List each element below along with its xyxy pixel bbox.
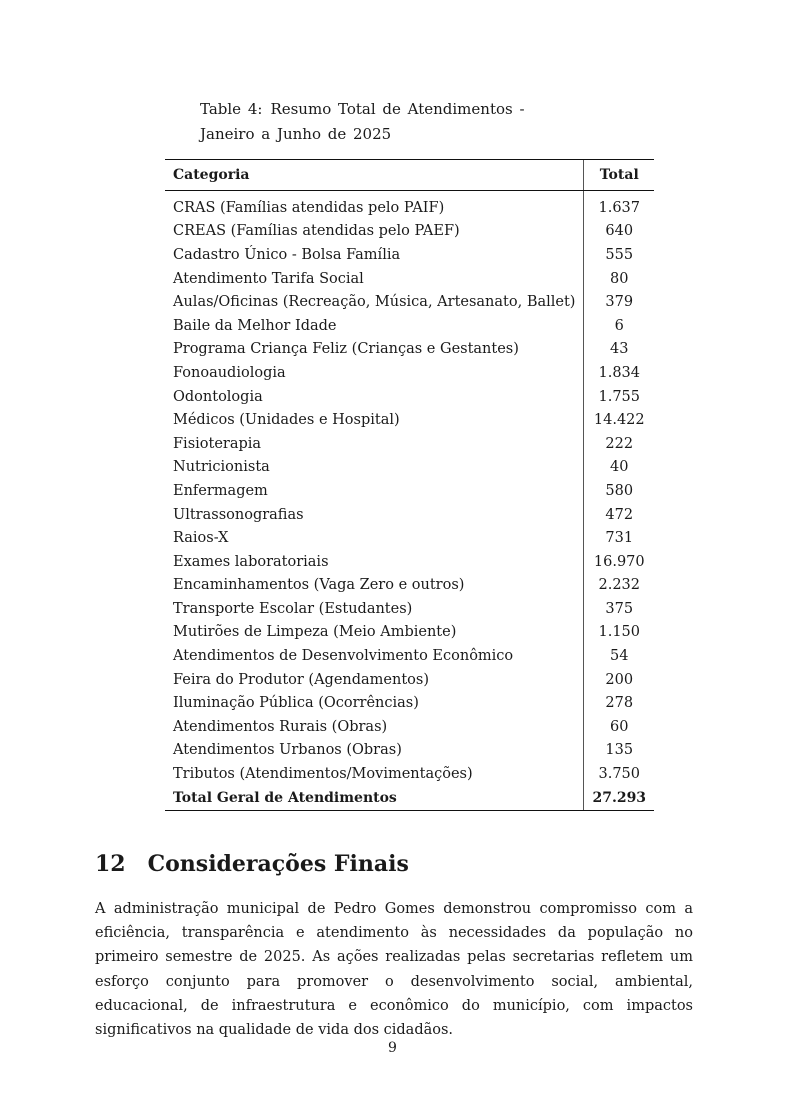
category-cell: Tributos (Atendimentos/Movimentações) xyxy=(173,766,473,783)
total-cell: 135 xyxy=(584,739,654,763)
category-cell: Odontologia xyxy=(173,388,263,405)
table-row xyxy=(165,361,654,385)
category-cell: Enfermagem xyxy=(173,482,268,499)
category-cell: Cadastro Único - Bolsa Família xyxy=(173,246,401,263)
category-cell: Programa Criança Feliz (Crianças e Gestantes) xyxy=(173,341,519,358)
category-cell: Exames laboratoriais xyxy=(173,553,329,570)
total-cell: 222 xyxy=(584,432,654,456)
table-row xyxy=(165,574,654,598)
total-cell: 54 xyxy=(584,644,654,668)
total-cell: 731 xyxy=(584,526,654,550)
total-cell: 14.422 xyxy=(584,408,654,432)
table-row xyxy=(165,691,654,715)
category-cell: Ultrassonografias xyxy=(173,506,304,523)
category-cell: Aulas/Oficinas (Recreação, Música, Artesanato, Ballet) xyxy=(173,294,576,311)
category-cell: CREAS (Famílias atendidas pelo PAEF) xyxy=(173,223,460,240)
table-row xyxy=(165,621,654,645)
category-cell: Mutirões de Limpeza (Meio Ambiente) xyxy=(173,624,457,641)
total-cell: 1.150 xyxy=(584,621,654,645)
table-row xyxy=(165,408,654,432)
total-cell: 2.232 xyxy=(584,574,654,598)
table-row xyxy=(165,644,654,668)
total-cell: 43 xyxy=(584,338,654,362)
page-number: 9 xyxy=(388,1040,397,1056)
table-caption-label: Table 4: xyxy=(200,100,263,118)
category-cell: Total Geral de Atendimentos xyxy=(165,786,584,811)
total-cell: 1.834 xyxy=(584,361,654,385)
category-cell: Iluminação Pública (Ocorrências) xyxy=(173,695,419,712)
table-row xyxy=(165,243,654,267)
total-cell: 580 xyxy=(584,479,654,503)
table-row xyxy=(165,762,654,786)
category-cell: Atendimentos Urbanos (Obras) xyxy=(173,742,402,759)
category-cell: Atendimento Tarifa Social xyxy=(173,270,364,287)
total-cell: 27.293 xyxy=(584,786,654,811)
total-cell: 80 xyxy=(584,267,654,291)
table-row xyxy=(165,715,654,739)
category-cell: Transporte Escolar (Estudantes) xyxy=(173,600,413,617)
total-cell: 1.755 xyxy=(584,385,654,409)
category-cell: Feira do Produtor (Agendamentos) xyxy=(173,671,430,688)
total-cell: 379 xyxy=(584,290,654,314)
total-cell: 40 xyxy=(584,456,654,480)
table-caption xyxy=(200,97,582,147)
section-title: Considerações Finais xyxy=(147,851,409,877)
total-cell: 472 xyxy=(584,503,654,527)
table-row xyxy=(165,739,654,763)
summary-table xyxy=(165,159,654,811)
table-row xyxy=(165,668,654,692)
total-cell: 16.970 xyxy=(584,550,654,574)
category-cell: CRAS (Famílias atendidas pelo PAIF) xyxy=(173,199,445,216)
table-row xyxy=(165,290,654,314)
table-row xyxy=(165,220,654,244)
table-row xyxy=(165,526,654,550)
column-header-category: Categoria xyxy=(165,160,584,191)
category-cell: Encaminhamentos (Vaga Zero e outros) xyxy=(173,577,465,594)
category-cell: Raios-X xyxy=(173,530,229,547)
table-row xyxy=(165,267,654,291)
table-total-row xyxy=(165,786,654,811)
category-cell: Atendimentos Rurais (Obras) xyxy=(173,718,388,735)
total-cell: 6 xyxy=(584,314,654,338)
category-cell: Baile da Melhor Idade xyxy=(173,317,337,334)
category-cell: Nutricionista xyxy=(173,459,270,476)
total-cell: 3.750 xyxy=(584,762,654,786)
column-header-total: Total xyxy=(584,160,654,191)
section-number: 12 xyxy=(95,851,126,877)
category-cell: Fisioterapia xyxy=(173,435,262,452)
conclusion-paragraph: A administração municipal de Pedro Gomes demonstrou compromisso com a eficiência, transparência e atendimento às necessidades da população no primeiro semestre de 2025. As ações realizadas pelas secretarias refletem um esforço conjunto para promover o desenvolvimento social, ambiental, educacional, de infraestrutura e econômico do município, com impactos significativos na qualidade de vida dos cidadãos. xyxy=(95,901,693,1039)
total-cell: 375 xyxy=(584,597,654,621)
total-cell: 60 xyxy=(584,715,654,739)
table-row xyxy=(165,456,654,480)
table-row xyxy=(165,314,654,338)
total-cell: 640 xyxy=(584,220,654,244)
table-row xyxy=(165,597,654,621)
total-cell: 1.637 xyxy=(584,196,654,220)
table-row xyxy=(165,338,654,362)
category-cell: Fonoaudiologia xyxy=(173,364,286,381)
total-cell: 200 xyxy=(584,668,654,692)
table-caption-text: Resumo Total de Atendimentos - Janeiro a Junho de 2025 xyxy=(200,100,525,143)
table-row xyxy=(165,479,654,503)
table-row xyxy=(165,196,654,220)
table-row xyxy=(165,432,654,456)
section-heading xyxy=(95,851,409,877)
category-cell: Médicos (Unidades e Hospital) xyxy=(173,412,400,429)
total-cell: 555 xyxy=(584,243,654,267)
table-header-row xyxy=(165,160,654,191)
table-row xyxy=(165,550,654,574)
table-row xyxy=(165,385,654,409)
total-cell: 278 xyxy=(584,691,654,715)
category-cell: Atendimentos de Desenvolvimento Econômico xyxy=(173,648,514,665)
table-row xyxy=(165,503,654,527)
